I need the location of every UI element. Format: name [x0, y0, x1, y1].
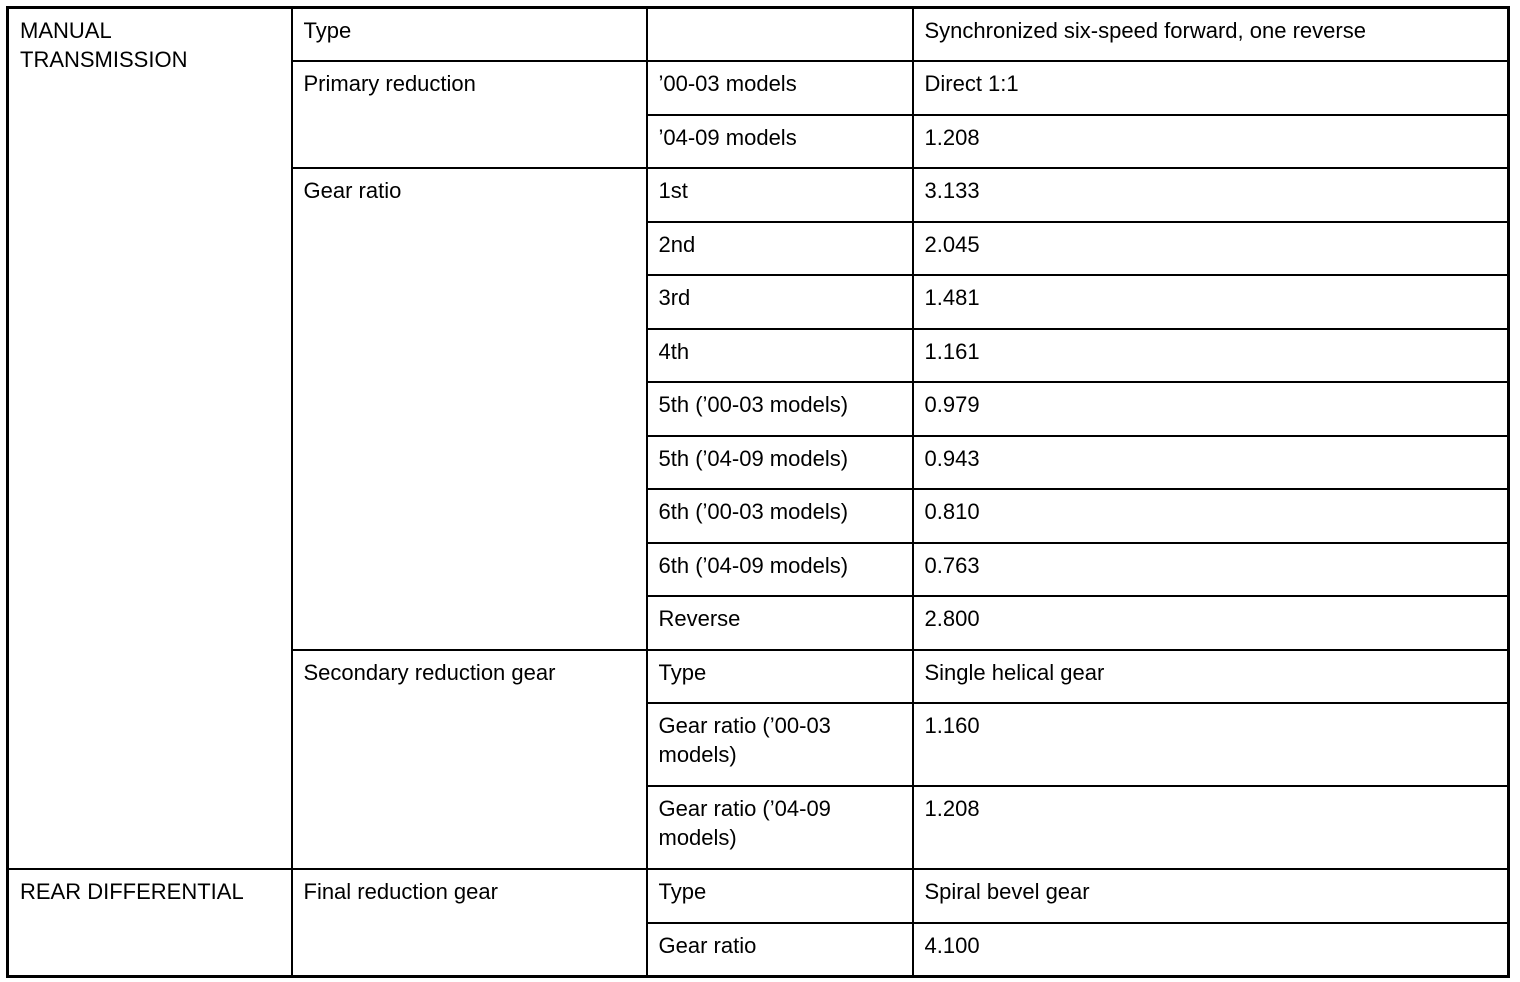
- value-cell: 0.763: [913, 543, 1509, 597]
- item-cell: Type: [647, 650, 913, 704]
- value-cell: 4.100: [913, 923, 1509, 977]
- item-cell: Reverse: [647, 596, 913, 650]
- item-cell: 5th (’00-03 models): [647, 382, 913, 436]
- value-cell: 0.943: [913, 436, 1509, 490]
- item-cell: 4th: [647, 329, 913, 383]
- item-cell: ’04-09 models: [647, 115, 913, 169]
- group-label: Primary reduction: [292, 61, 647, 168]
- value-cell: 1.160: [913, 703, 1509, 786]
- value-cell: Synchronized six-speed forward, one reverse: [913, 8, 1509, 62]
- value-cell: 2.800: [913, 596, 1509, 650]
- spec-table: [6, 6, 1510, 978]
- item-cell: 5th (’04-09 models): [647, 436, 913, 490]
- value-cell: 1.208: [913, 115, 1509, 169]
- value-cell: 0.979: [913, 382, 1509, 436]
- item-cell: Gear ratio (’04-09 models): [647, 786, 913, 869]
- value-cell: 1.161: [913, 329, 1509, 383]
- group-label: Final reduction gear: [292, 869, 647, 976]
- value-cell: 1.481: [913, 275, 1509, 329]
- item-cell: ’00-03 models: [647, 61, 913, 115]
- value-cell: 3.133: [913, 168, 1509, 222]
- item-cell: Gear ratio: [647, 923, 913, 977]
- item-cell: 2nd: [647, 222, 913, 276]
- table-row: [8, 869, 1509, 923]
- group-label: Type: [292, 8, 647, 62]
- value-cell: 0.810: [913, 489, 1509, 543]
- group-label: Gear ratio: [292, 168, 647, 650]
- item-cell: [647, 8, 913, 62]
- item-cell: 3rd: [647, 275, 913, 329]
- item-cell: 6th (’04-09 models): [647, 543, 913, 597]
- item-cell: 6th (’00-03 models): [647, 489, 913, 543]
- value-cell: 2.045: [913, 222, 1509, 276]
- item-cell: Type: [647, 869, 913, 923]
- value-cell: Direct 1:1: [913, 61, 1509, 115]
- section-label: MANUAL TRANSMISSION: [8, 8, 292, 870]
- item-cell: Gear ratio (’00-03 models): [647, 703, 913, 786]
- group-label: Secondary reduction gear: [292, 650, 647, 870]
- value-cell: Spiral bevel gear: [913, 869, 1509, 923]
- value-cell: 1.208: [913, 786, 1509, 869]
- item-cell: 1st: [647, 168, 913, 222]
- table-row: [8, 8, 1509, 62]
- section-label: REAR DIFFERENTIAL: [8, 869, 292, 976]
- value-cell: Single helical gear: [913, 650, 1509, 704]
